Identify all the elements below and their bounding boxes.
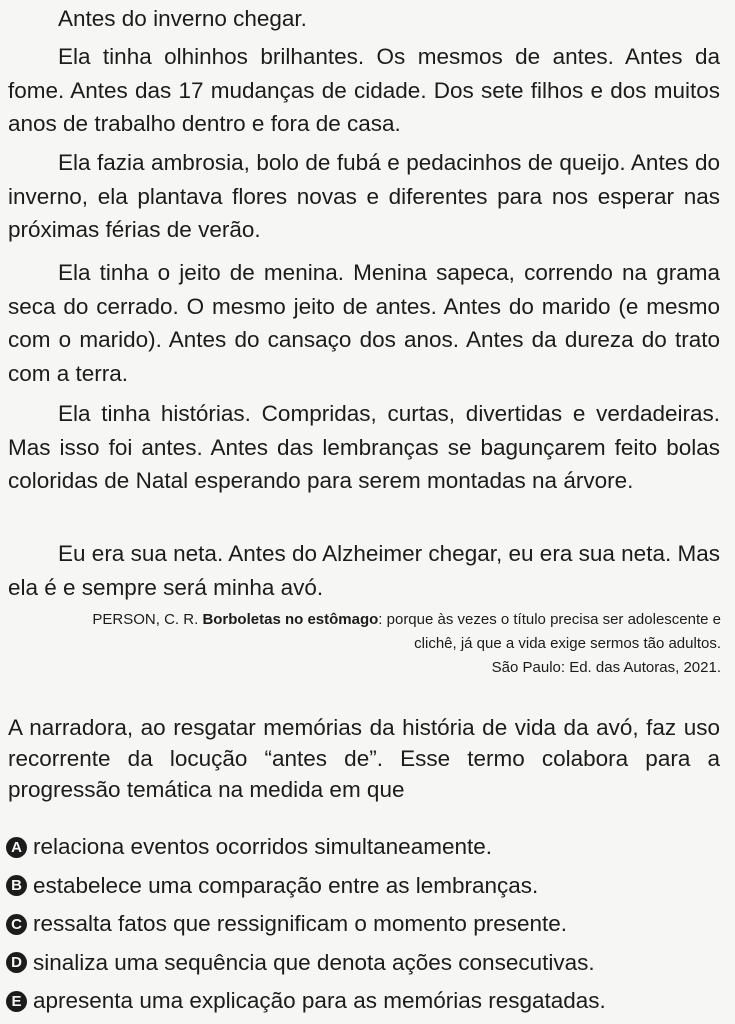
option-a-text: relaciona eventos ocorridos simultaneamente. — [33, 834, 492, 860]
option-e-letter-icon: E — [6, 991, 27, 1012]
answer-options — [6, 828, 726, 1021]
citation-subtitle: : porque às vezes o título precisa ser adolescente e clichê, já que a vida exige sermos tão adultos. — [378, 611, 721, 652]
citation — [61, 608, 721, 680]
option-c-text: ressalta fatos que ressignificam o momento presente. — [33, 911, 568, 937]
text-paragraph-6: Eu era sua neta. Antes do Alzheimer chegar, eu era sua neta. Mas ela é e sempre será minha avó. — [8, 541, 720, 600]
option-b[interactable] — [6, 867, 726, 906]
option-a[interactable] — [6, 828, 726, 867]
citation-title: Borboletas no estômago — [202, 611, 379, 628]
question-stem: A narradora, ao resgatar memórias da história de vida da avó, faz uso recorrente da locução “antes de”. Esse termo colabora para a progressão temática na medida em que — [8, 715, 720, 802]
text-paragraph-3: Ela fazia ambrosia, bolo de fubá e pedacinhos de queijo. Antes do inverno, ela plantava flores novas e diferentes para nos esperar nas próximas férias de verão. — [8, 150, 720, 242]
option-c[interactable] — [6, 905, 726, 944]
text-paragraph-5: Ela tinha histórias. Compridas, curtas, divertidas e verdadeiras. Mas isso foi antes. Antes das lembranças se bagunçarem feito bolas coloridas de Natal esperando para serem montadas na árvore. — [8, 401, 720, 493]
option-d[interactable] — [6, 944, 726, 983]
option-b-text: estabelece uma comparação entre as lembranças. — [33, 872, 539, 898]
option-e-text: apresenta uma explicação para as memórias resgatadas. — [33, 988, 606, 1014]
option-a-letter-icon: A — [6, 837, 27, 858]
citation-publisher: São Paulo: Ed. das Autoras, 2021. — [491, 659, 721, 676]
option-d-text: sinaliza uma sequência que denota ações consecutivas. — [33, 949, 595, 975]
text-paragraph-2: Ela tinha olhinhos brilhantes. Os mesmos de antes. Antes da fome. Antes das 17 mudanças de cidade. Dos sete filhos e dos muitos anos de trabalho dentro e fora de casa. — [8, 44, 720, 136]
option-e[interactable] — [6, 982, 726, 1021]
option-b-letter-icon: B — [6, 875, 27, 896]
text-paragraph-1: Antes do inverno chegar. — [58, 6, 307, 31]
option-d-letter-icon: D — [6, 952, 27, 973]
text-paragraph-4: Ela tinha o jeito de menina. Menina sapeca, correndo na grama seca do cerrado. O mesmo jeito de antes. Antes do marido (e mesmo com o marido). Antes do cansaço dos anos. Antes da dureza do trato com a terra. — [8, 260, 720, 386]
citation-author: PERSON, C. R. — [92, 611, 199, 628]
option-c-letter-icon: C — [6, 914, 27, 935]
